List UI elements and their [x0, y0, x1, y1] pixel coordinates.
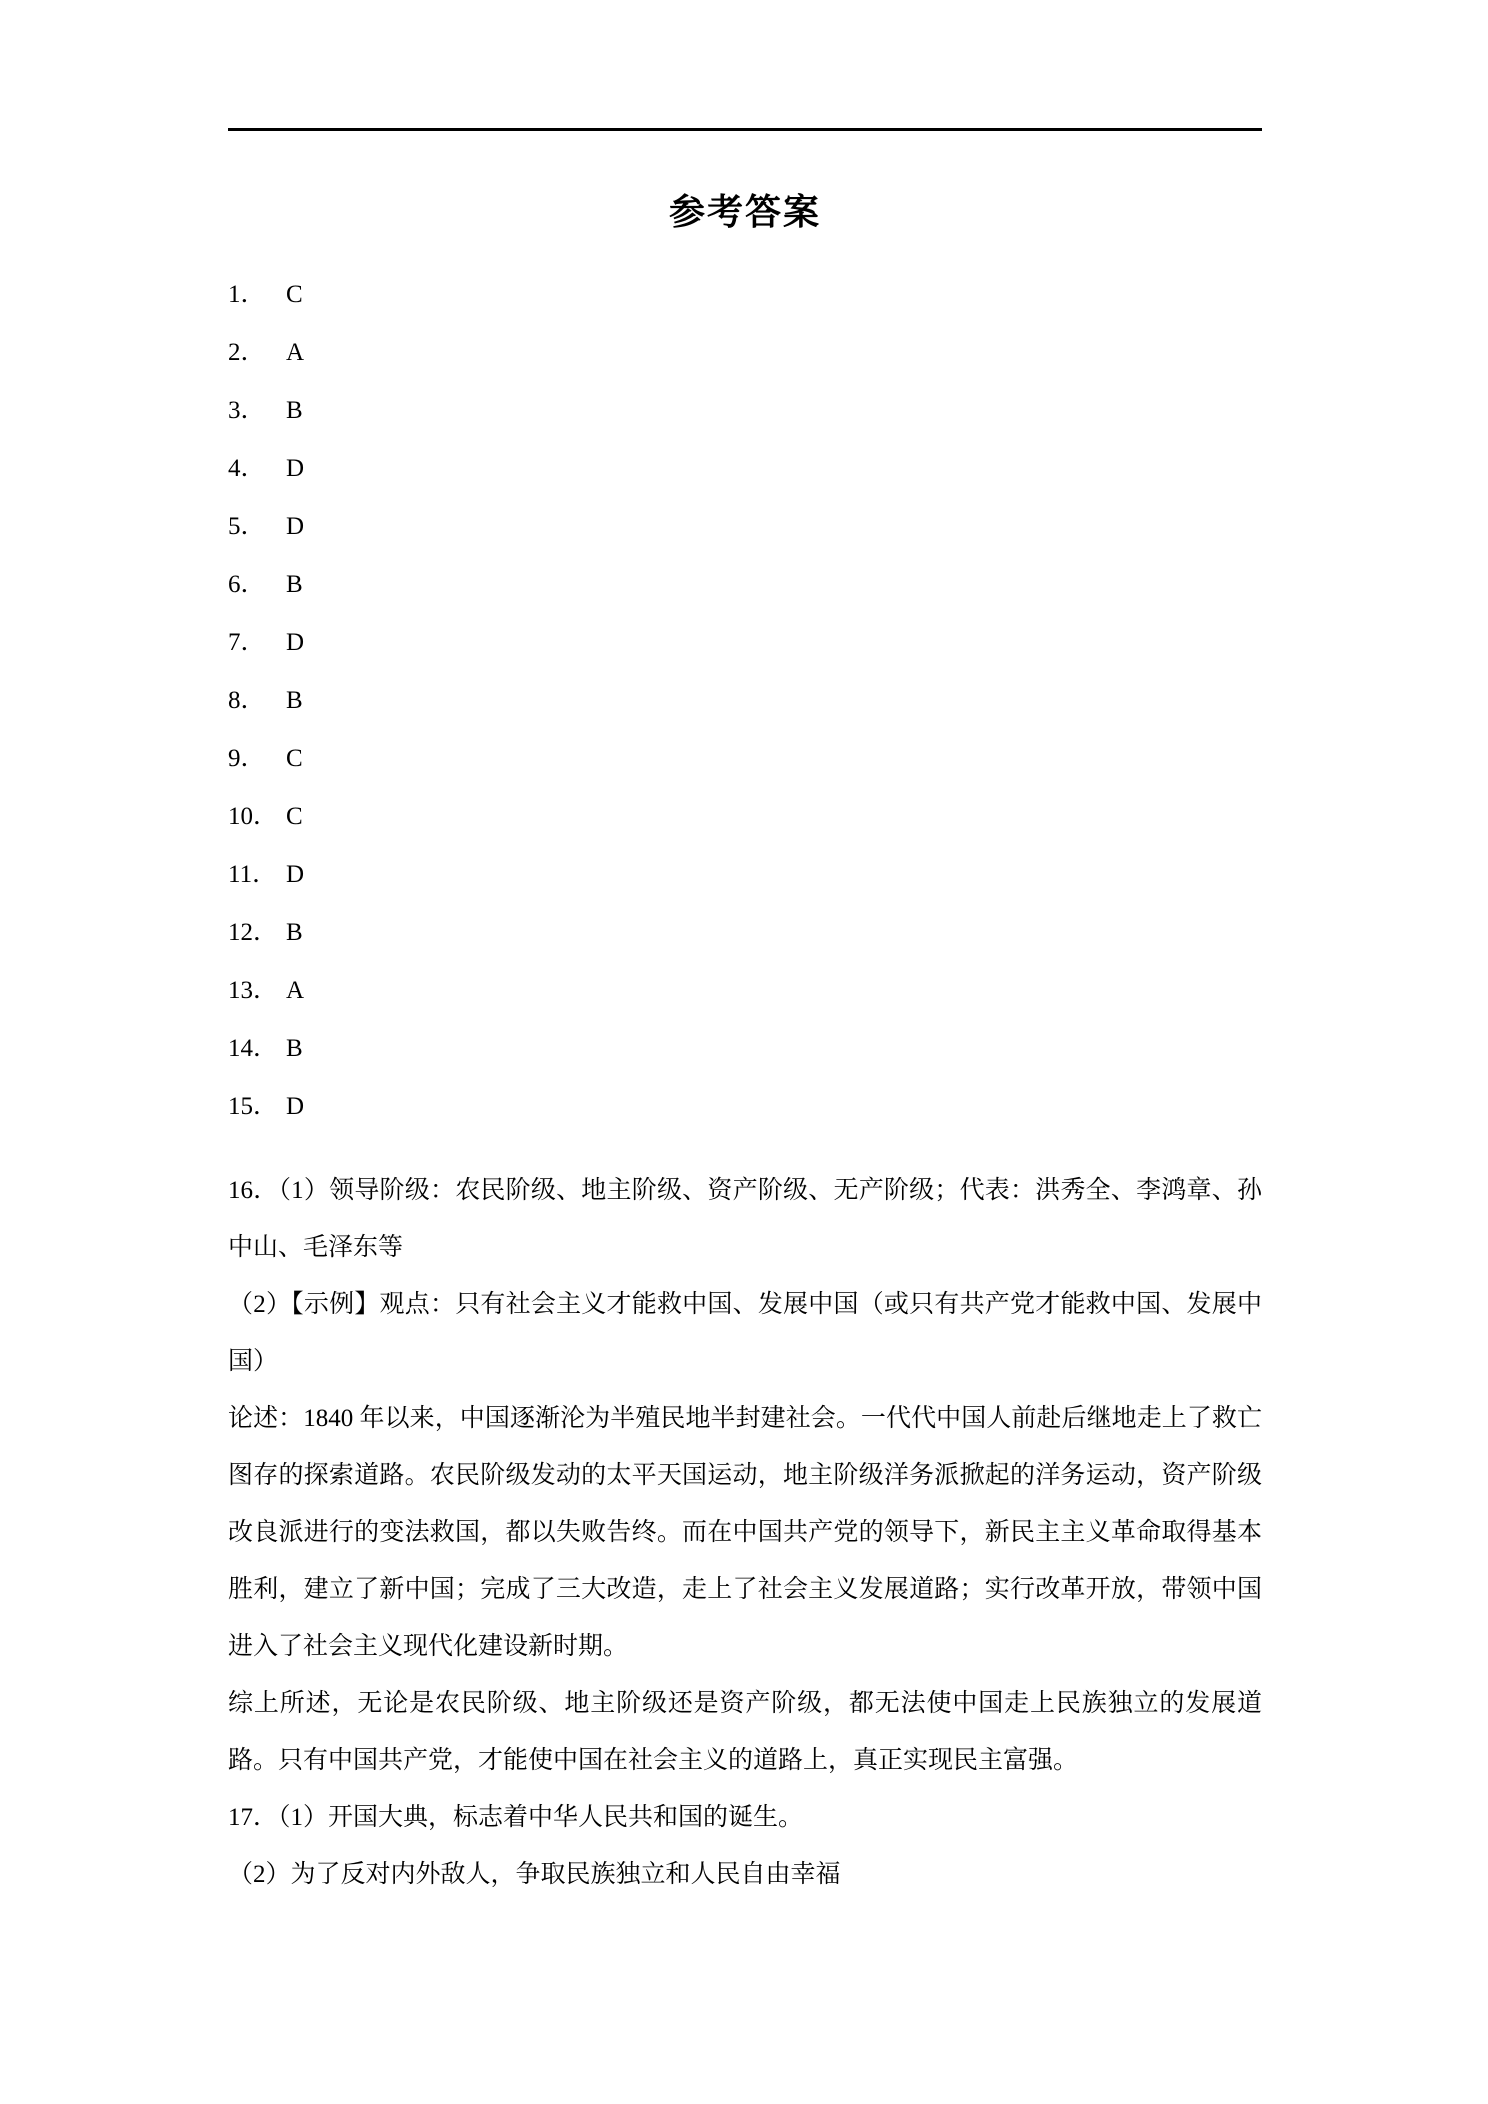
- answer-value: D: [286, 629, 305, 657]
- answer-value: C: [286, 281, 303, 309]
- answer-item-10: [228, 804, 1262, 862]
- objective-answer-list: [228, 282, 1262, 1152]
- answer-16-part1: 16．（1）领导阶级：农民阶级、地主阶级、资产阶级、无产阶级；代表：洪秀全、李鸿章、孙中山、毛泽东等: [228, 1177, 1262, 1262]
- essay-answer-list: [228, 1162, 1262, 1903]
- answer-number: 13．: [228, 977, 279, 1005]
- answer-value: C: [286, 803, 303, 831]
- answer-16-part2-discussion: 论述：1840 年以来，中国逐渐沦为半殖民地半封建社会。一代代中国人前赴后继地走上了救亡图存的探索道路。农民阶级发动的太平天国运动，地主阶级洋务派掀起的洋务运动，资产阶级改良派进行的变法救国，都以失败告终。而在中国共产党的领导下，新民主主义革命取得基本胜利，建立了新中国；完成了三大改造，走上了社会主义发展道路；实行改革开放，带领中国进入了社会主义现代化建设新时期。: [228, 1405, 1262, 1661]
- answer-item-4: [228, 456, 1262, 514]
- answer-value: D: [286, 1093, 305, 1121]
- answer-number: 9．: [228, 745, 266, 773]
- answer-number: 8．: [228, 687, 266, 715]
- answer-item-9: [228, 746, 1262, 804]
- answer-value: D: [286, 455, 305, 483]
- answer-value: B: [286, 1035, 303, 1063]
- answer-item-12: [228, 920, 1262, 978]
- header-rule: [228, 128, 1262, 131]
- answer-item-11: [228, 862, 1262, 920]
- answer-value: A: [286, 339, 305, 367]
- answer-number: 1．: [228, 281, 266, 309]
- answer-value: B: [286, 571, 303, 599]
- answer-item-8: [228, 688, 1262, 746]
- answer-value: C: [286, 745, 303, 773]
- answer-item-3: [228, 398, 1262, 456]
- answer-item-6: [228, 572, 1262, 630]
- answer-value: D: [286, 861, 305, 889]
- answer-number: 7．: [228, 629, 266, 657]
- answer-value: B: [286, 397, 303, 425]
- answer-16-part2-conclusion: 综上所述，无论是农民阶级、地主阶级还是资产阶级，都无法使中国走上民族独立的发展道路。只有中国共产党，才能使中国在社会主义的道路上，真正实现民主富强。: [228, 1690, 1262, 1775]
- answer-value: B: [286, 687, 303, 715]
- answer-value: D: [286, 513, 305, 541]
- answer-item-14: [228, 1036, 1262, 1094]
- answer-number: 10．: [228, 803, 279, 831]
- answer-number: 6．: [228, 571, 266, 599]
- answer-item-7: [228, 630, 1262, 688]
- answer-17-part1: 17．（1）开国大典，标志着中华人民共和国的诞生。: [228, 1804, 804, 1832]
- page-content: [228, 128, 1262, 1903]
- answer-value: B: [286, 919, 303, 947]
- answer-item-1: [228, 282, 1262, 340]
- answer-17-part2: （2）为了反对内外敌人，争取民族独立和人民自由幸福: [228, 1861, 841, 1889]
- answer-number: 4．: [228, 455, 266, 483]
- answer-number: 11．: [228, 861, 278, 889]
- answer-number: 3．: [228, 397, 266, 425]
- answer-item-15: [228, 1094, 1262, 1152]
- answer-number: 15．: [228, 1093, 279, 1121]
- page-title: 参考答案: [668, 192, 821, 233]
- answer-item-13: [228, 978, 1262, 1036]
- answer-item-2: [228, 340, 1262, 398]
- answer-number: 12．: [228, 919, 279, 947]
- answer-16-part2-viewpoint: （2）【示例】观点：只有社会主义才能救中国、发展中国（或只有共产党才能救中国、发展中国）: [228, 1291, 1262, 1376]
- answer-item-5: [228, 514, 1262, 572]
- answer-number: 14．: [228, 1035, 279, 1063]
- answer-number: 5．: [228, 513, 266, 541]
- answer-value: A: [286, 977, 305, 1005]
- answer-number: 2．: [228, 339, 266, 367]
